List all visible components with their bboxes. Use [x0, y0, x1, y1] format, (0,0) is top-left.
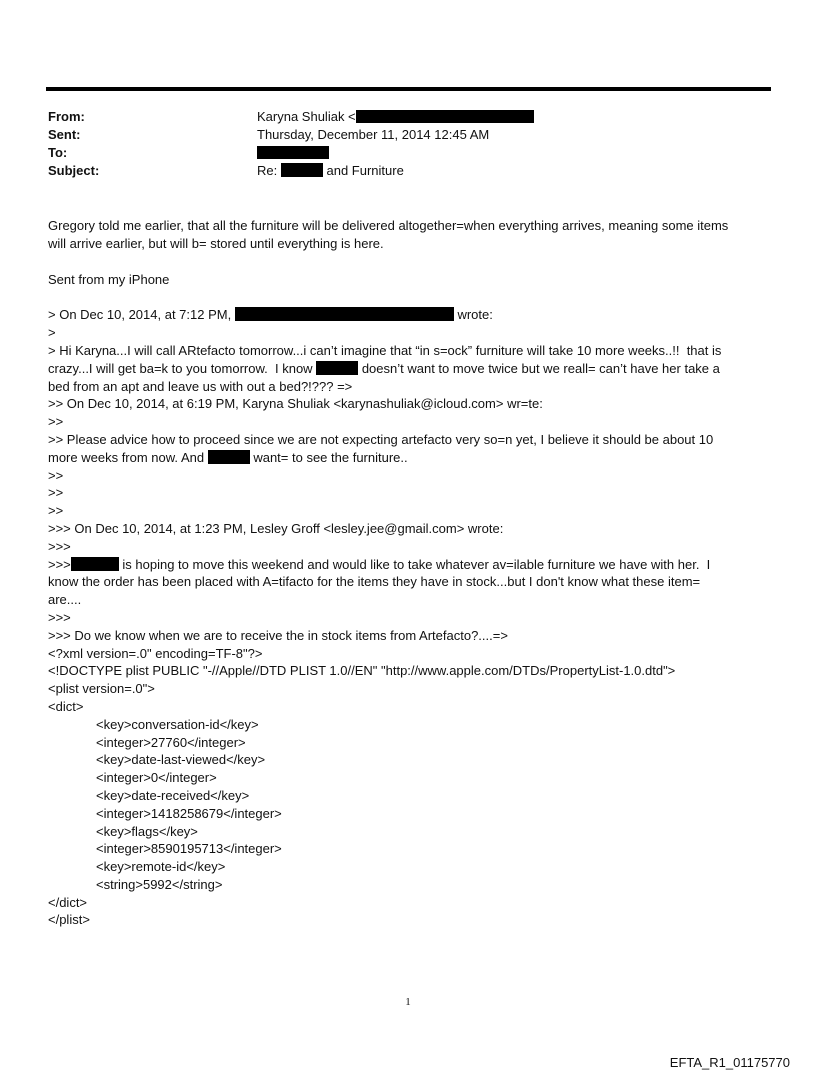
- xml-line: <key>remote-id</key>: [96, 859, 226, 875]
- quote-text: wrote:: [457, 307, 493, 323]
- quote-text: want= to see the furniture..: [253, 449, 408, 465]
- body-line: Gregory told me earlier, that all the furniture will be delivered altogether=when everything arrives, meaning some items: [48, 218, 729, 233]
- document-id: EFTA_R1_01175770: [669, 1055, 790, 1070]
- xml-line: <key>conversation-id</key>: [96, 716, 259, 732]
- sent-value: Thursday, December 11, 2014 12:45 AM: [257, 127, 490, 142]
- quote-line: >>: [48, 414, 64, 430]
- from-name: Karyna Shuliak <: [257, 109, 356, 124]
- xml-line: <integer>27760</integer>: [96, 734, 246, 750]
- header-rule: [46, 87, 771, 91]
- quote-line: >>> On Dec 10, 2014, at 1:23 PM, Lesley Groff <lesley.jee@gmail.com> wrote:: [48, 520, 504, 536]
- quote-line: >> Please advice how to proceed since we are not expecting artefacto very so=n yet, I believe it should be about 10: [48, 431, 714, 447]
- xml-line: </dict>: [48, 894, 88, 910]
- xml-line: <integer>1418258679</integer>: [96, 805, 282, 821]
- quote-text: >>>: [48, 556, 71, 572]
- subject-label: Subject:: [48, 163, 100, 178]
- xml-line: <integer>0</integer>: [96, 770, 217, 786]
- quote-text: is hoping to move this weekend and would like to take whatever av=ilable furniture we have with her. I: [122, 556, 711, 572]
- body-line: will arrive earlier, but will b= stored until everything is here.: [48, 235, 384, 251]
- quote-text: crazy...I will get ba=k to you tomorrow. I know: [48, 360, 313, 376]
- xml-line: <key>date-received</key>: [96, 787, 250, 803]
- redaction-block: [356, 110, 534, 123]
- redaction-block: [257, 146, 329, 159]
- redaction-block: [281, 163, 323, 177]
- redaction-block: [71, 557, 119, 571]
- quote-text: Do we know when we are to receive the in stock items from Artefacto?....=>: [74, 627, 508, 643]
- subject-suffix: and Furniture: [326, 163, 404, 178]
- quote-line: >>: [48, 503, 64, 519]
- xml-line: <key>flags</key>: [96, 823, 198, 839]
- quote-line: >>>: [48, 538, 71, 554]
- quote-line: > Hi Karyna...I will call ARtefacto tomorrow...i can’t imagine that “in s=ock” furniture will take 10 more weeks..!! that is: [48, 342, 722, 358]
- quote-line: [48, 360, 773, 378]
- quote-text: more weeks from now. And: [48, 449, 205, 465]
- quote-line: [48, 627, 773, 645]
- quote-line: >>>: [48, 609, 71, 625]
- xml-line: <plist version=.0">: [48, 681, 155, 697]
- subject-prefix: Re:: [257, 163, 278, 178]
- page-number: 1: [405, 996, 411, 1008]
- quote-line: know the order has been placed with A=tifacto for the items they have in stock...but I don't know what these item=: [48, 574, 701, 590]
- quote-line: [48, 449, 773, 467]
- quote-line: >>: [48, 467, 64, 483]
- signature: Sent from my iPhone: [48, 271, 170, 287]
- subject-value: [257, 163, 404, 178]
- sent-label: Sent:: [48, 127, 81, 142]
- from-value: [257, 109, 534, 124]
- from-label: From:: [48, 109, 85, 124]
- redaction-block: [235, 307, 454, 321]
- quote-line: >> On Dec 10, 2014, at 6:19 PM, Karyna Shuliak <karynashuliak@icloud.com> wr=te:: [48, 396, 543, 412]
- redaction-block: [208, 450, 250, 464]
- quote-text: > On Dec 10, 2014, at 7:12 PM,: [48, 307, 232, 323]
- quote-line: bed from an apt and leave us with out a bed?!??? =>: [48, 378, 353, 394]
- redaction-block: [316, 361, 358, 375]
- quote-text: >>>: [48, 627, 71, 643]
- email-body: [48, 217, 773, 929]
- xml-line: <string>5992</string>: [96, 876, 223, 892]
- xml-line: <!DOCTYPE plist PUBLIC "-//Apple//DTD PLIST 1.0//EN" "http://www.apple.com/DTDs/PropertyList-1.0.dtd">: [48, 663, 676, 679]
- xml-line: <key>date-last-viewed</key>: [96, 752, 266, 768]
- xml-line: <dict>: [48, 698, 84, 714]
- quote-line: >>: [48, 485, 64, 501]
- quote-line: >: [48, 325, 56, 341]
- quote-line: [48, 306, 773, 324]
- to-label: To:: [48, 145, 68, 160]
- to-value: [257, 145, 329, 160]
- xml-line: <integer>8590195713</integer>: [96, 841, 282, 857]
- xml-line: <?xml version=.0" encoding=TF-8"?>: [48, 645, 263, 661]
- quote-line: [48, 556, 773, 574]
- quote-line: are....: [48, 592, 82, 608]
- quote-text: doesn’t want to move twice but we reall= can’t have her take a: [361, 360, 720, 376]
- xml-line: </plist>: [48, 912, 90, 928]
